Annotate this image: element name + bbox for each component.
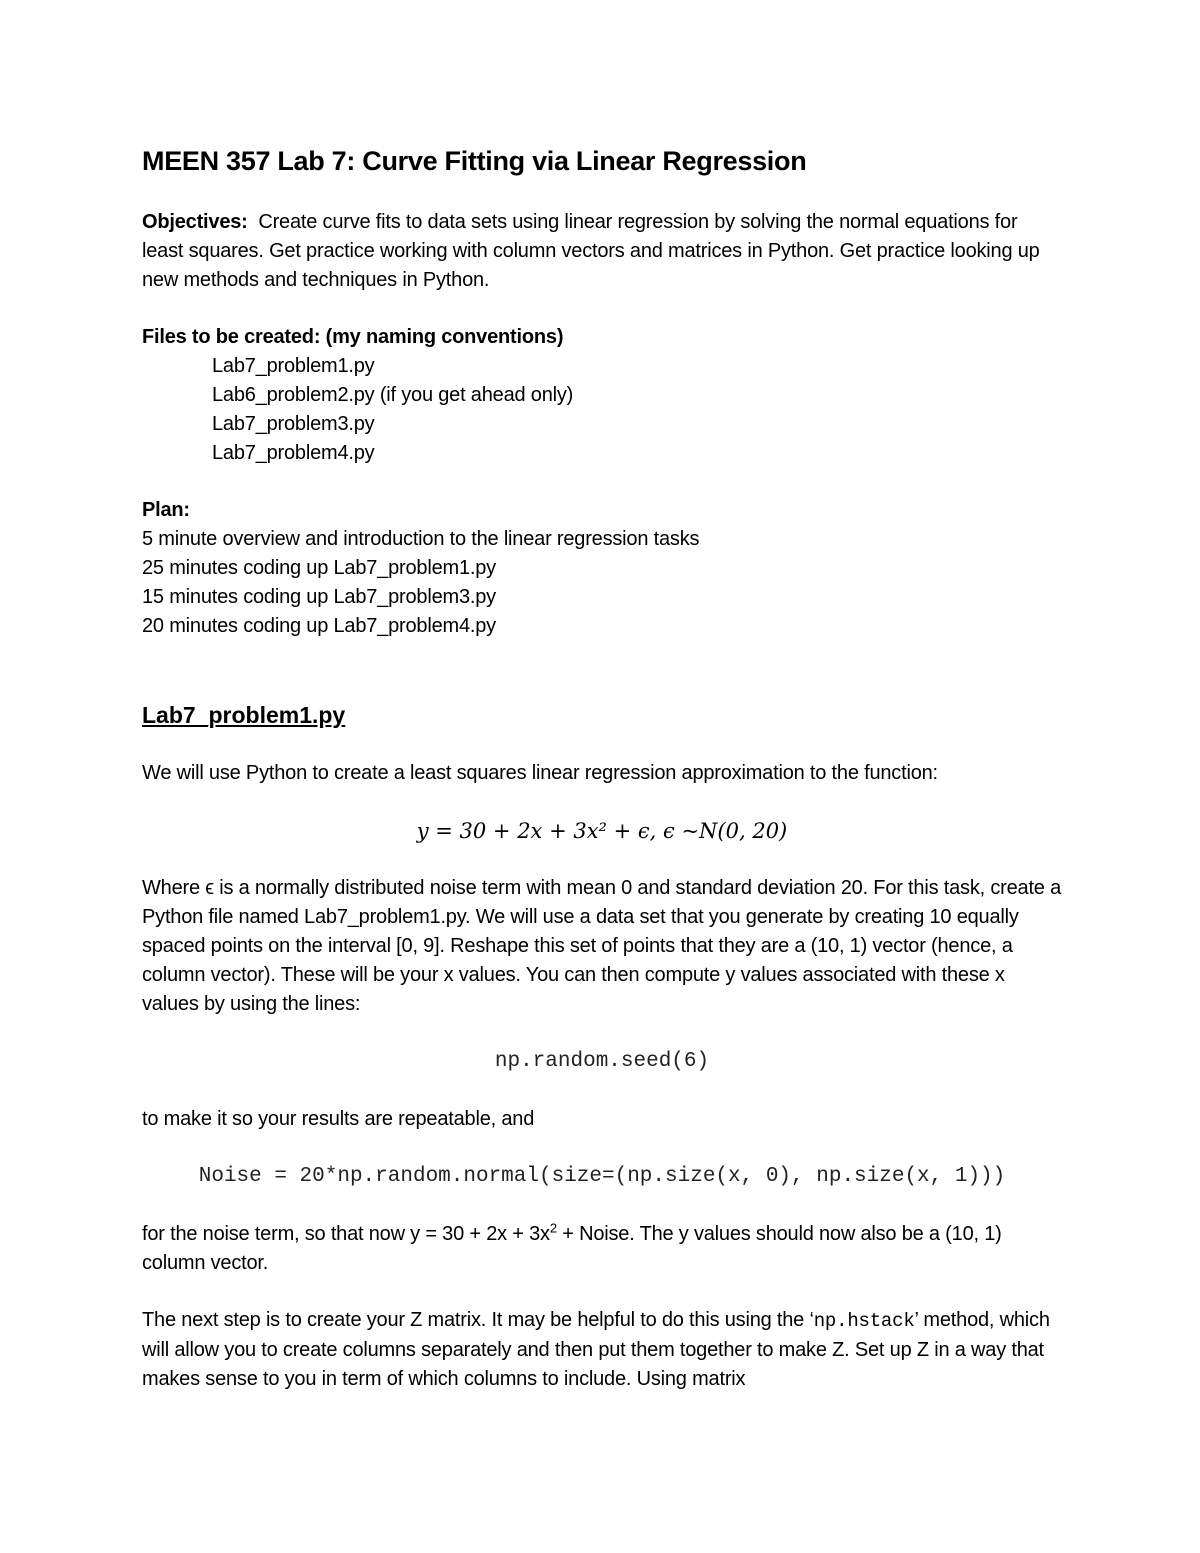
repeatable-paragraph: to make it so your results are repeatable, and [142, 1108, 535, 1130]
objectives-text: Create curve fits to data sets using linear regression by solving the normal equations for least squares. Get practice working with column vectors and matrices in Python. Get practice looking up new methods and techniques in Python. [142, 211, 1040, 291]
file-item: Lab7_problem4.py [212, 442, 375, 464]
noise-superscript: 2 [549, 1220, 557, 1236]
file-item: Lab7_problem3.py [212, 413, 375, 435]
section-heading: Lab7_problem1.py [142, 702, 346, 728]
z-text-a: The next step is to create your Z matrix. It may be helpful to do this using the ‘ [142, 1309, 814, 1331]
plan-item: 25 minutes coding up Lab7_problem1.py [142, 557, 496, 579]
files-label: Files to be created: (my naming conventions) [142, 326, 564, 348]
document-page [142, 142, 1062, 1394]
plan-item: 5 minute overview and introduction to the linear regression tasks [142, 528, 700, 550]
noise-text-b: + Noise. The y values should now also be a (10, 1) column vector. [142, 1223, 1002, 1274]
z-matrix-paragraph [142, 1306, 1062, 1394]
file-item: Lab6_problem2.py (if you get ahead only) [212, 384, 574, 406]
intro-paragraph: We will use Python to create a least squares linear regression approximation to the function: [142, 762, 938, 784]
z-text-b: ’ method, which will allow you to create columns separately and then put them together to make Z. Set up Z in a way that makes sense to you in term of which columns to include. Using matrix [142, 1309, 1050, 1390]
z-code: np.hstack [813, 1310, 915, 1332]
plan-label: Plan: [142, 499, 190, 521]
code-seed: np.random.seed(6) [494, 1050, 710, 1073]
noise-paragraph [142, 1220, 1062, 1278]
objectives-paragraph [142, 208, 1062, 295]
noise-text-a: for the noise term, so that now y = 30 + 2x + 3x [142, 1223, 550, 1245]
code-noise: Noise = 20*np.random.normal(size=(np.size(x, 0), np.size(x, 1))) [198, 1165, 1006, 1188]
objectives-label: Objectives: [142, 211, 248, 233]
plan-item: 15 minutes coding up Lab7_problem3.py [142, 586, 496, 608]
where-paragraph: Where ϵ is a normally distributed noise term with mean 0 and standard deviation 20. For this task, create a Python file named Lab7_problem1.py. We will use a data set that you generate by creating 10 equally spaced points on the interval [0, 9]. Reshape this set of points that they are a (10, 1) vector (hence, a column vector). These will be your x values. You can then compute y values associated with these x values by using the lines: [142, 877, 1062, 1015]
equation: y = 30 + 2x + 3x² + ϵ, ϵ ~N(0, 20) [416, 819, 788, 843]
plan-item: 20 minutes coding up Lab7_problem4.py [142, 615, 496, 637]
page-title: MEEN 357 Lab 7: Curve Fitting via Linear Regression [142, 146, 807, 176]
files-list [142, 352, 1062, 468]
plan-list [142, 525, 1062, 641]
file-item: Lab7_problem1.py [212, 355, 375, 377]
